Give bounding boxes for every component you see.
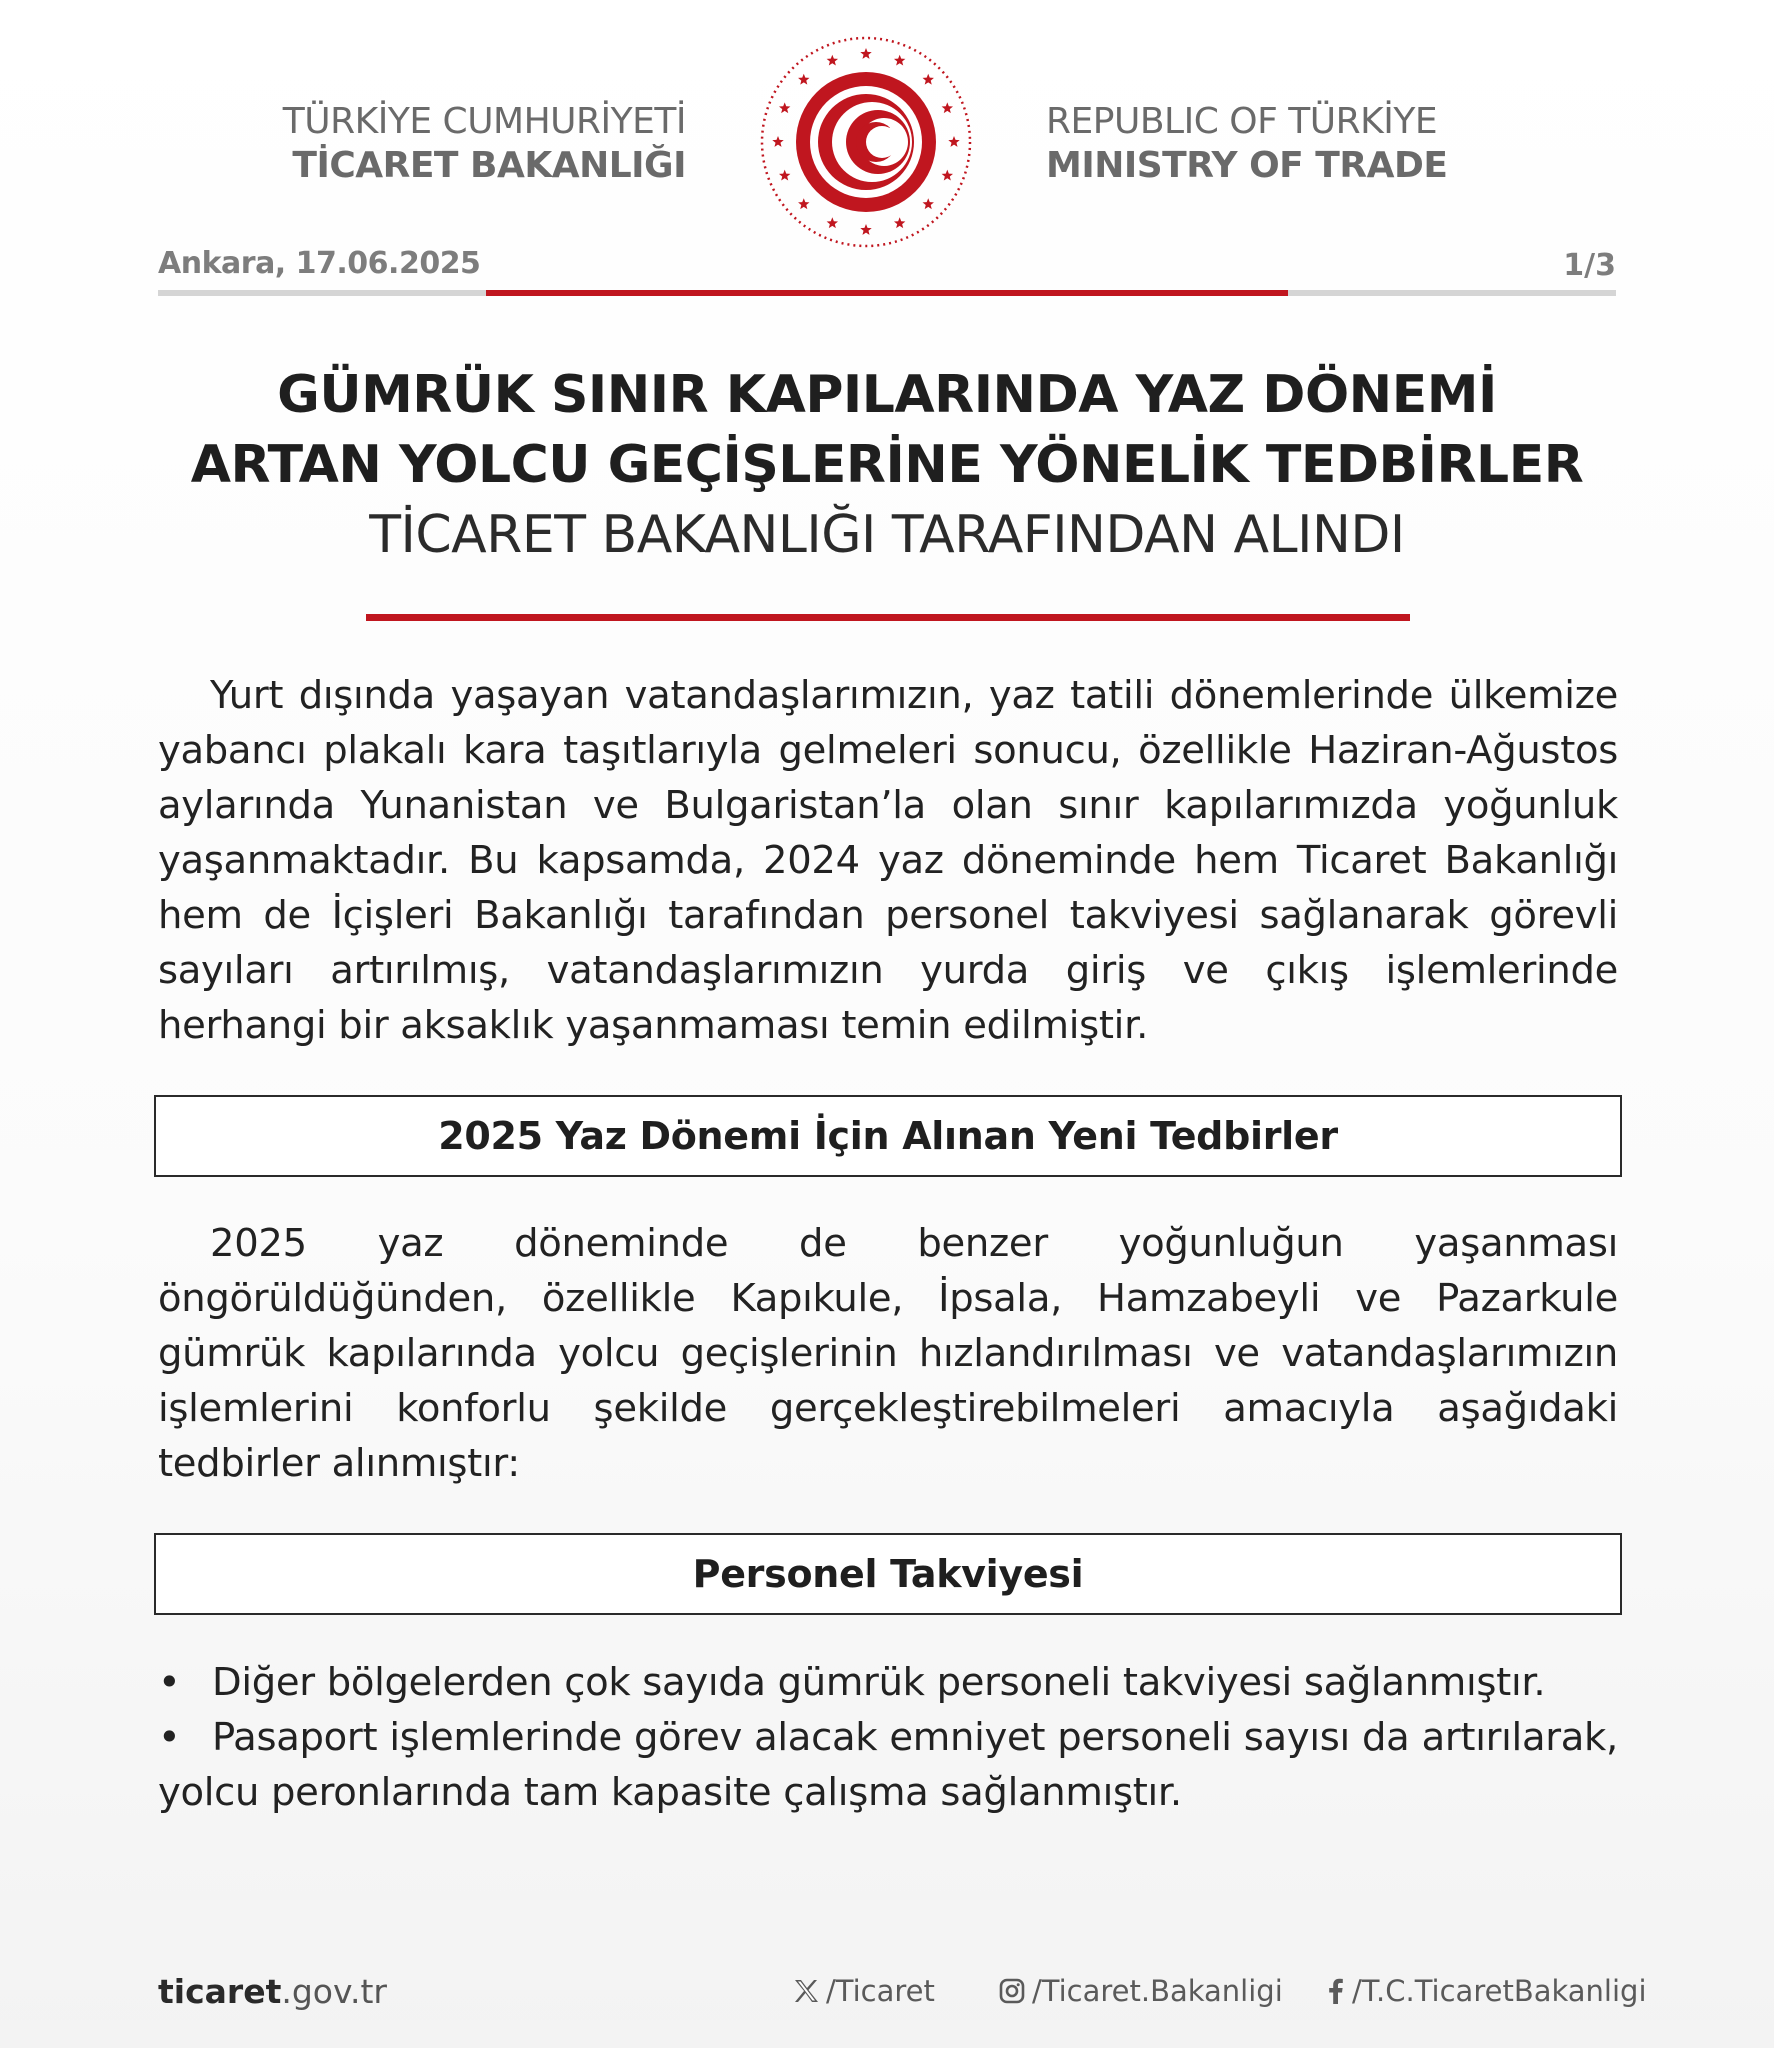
emblem-star <box>827 55 838 66</box>
emblem-star <box>860 224 871 235</box>
intro-paragraph <box>158 668 1618 1053</box>
title-divider <box>366 614 1410 621</box>
emblem-star <box>894 55 905 66</box>
header-left-line1: TÜRKİYE CUMHURİYETİ <box>282 101 686 142</box>
emblem-star <box>779 102 790 113</box>
header-right-line2: MINISTRY OF TRADE <box>1046 145 1448 186</box>
emblem-star <box>948 136 959 147</box>
document-date: Ankara, 17.06.2025 <box>158 246 481 281</box>
facebook-handle: /T.C.TicaretBakanligi <box>1352 1974 1647 2008</box>
emblem-star <box>942 170 953 181</box>
title-line3: TİCARET BAKANLIĞI TARAFINDAN ALINDI <box>369 505 1405 565</box>
list-item: • Pasaport işlemlerinde görev alacak emniyet personeli sayısı da artırılarak, yolcu peronlarında tam kapasite çalışma sağlanmıştır. <box>158 1715 1618 1815</box>
facebook-link[interactable] <box>1326 1974 1647 2008</box>
website-link[interactable] <box>158 1972 387 2011</box>
emblem-star <box>894 217 905 228</box>
website-rest: .gov.tr <box>281 1972 387 2011</box>
list-item-text: Pasaport işlemlerinde görev alacak emniyet personeli sayısı da artırılarak, yolcu peronlarında tam kapasite çalışma sağlanmıştır. <box>158 1715 1618 1815</box>
ministry-emblem-icon <box>758 34 974 250</box>
staff-bullet-list <box>158 1655 1618 1820</box>
page-number: 1/3 <box>1563 248 1616 283</box>
header-left <box>200 100 686 188</box>
header-right <box>1046 100 1566 188</box>
measures-paragraph <box>158 1216 1618 1491</box>
emblem-star <box>923 74 934 85</box>
list-item: • Diğer bölgelerden çok sayıda gümrük personeli takviyesi sağlanmıştır. <box>158 1660 1546 1705</box>
website-bold: ticaret <box>158 1972 282 2011</box>
section-heading-new-measures: 2025 Yaz Dönemi İçin Alınan Yeni Tedbirler <box>154 1095 1622 1177</box>
header-divider-accent <box>486 290 1288 296</box>
measures-paragraph-text: 2025 yaz döneminde de benzer yoğunluğun yaşanması öngörüldüğünden, özellikle Kapıkule, İpsala, Hamzabeyli ve Pazarkule gümrük kapılarında yolcu geçişlerinin hızlandırılması ve vatandaşlarımızın işlemlerini konforlu şekilde gerçekleştirebilmeleri amacıyla aşağıdaki tedbirler alınmıştır: <box>158 1221 1618 1486</box>
x-handle: /Ticaret <box>826 1974 935 2008</box>
intro-paragraph-text: Yurt dışında yaşayan vatandaşlarımızın, yaz tatili dönemlerinde ülkemize yabancı plakalı kara taşıtlarıyla gelmeleri sonucu, özellikle Haziran-Ağustos aylarında Yunanistan ve Bulgaristan’la olan sınır kapılarımızda yoğunluk yaşanmaktadır. Bu kapsamda, 2024 yaz döneminde hem Ticaret Bakanlığı hem de İçişleri Bakanlığı tarafından personel takviyesi sağlanarak görevli sayıları artırılmış, vatandaşlarımızın yurda giriş ve çıkış işlemlerinde herhangi bir aksaklık yaşanmaması temin edilmiştir. <box>158 673 1618 1048</box>
x-link[interactable] <box>792 1974 935 2008</box>
header-left-line2: TİCARET BAKANLIĞI <box>292 145 686 186</box>
title-line1: GÜMRÜK SINIR KAPILARINDA YAZ DÖNEMİ <box>277 365 1497 425</box>
x-icon <box>792 1977 820 2005</box>
list-item-text: Diğer bölgelerden çok sayıda gümrük personeli takviyesi sağlanmıştır. <box>212 1660 1546 1705</box>
page-title <box>60 360 1714 570</box>
emblem-star <box>923 198 934 209</box>
emblem-star <box>942 102 953 113</box>
instagram-handle: /Ticaret.Bakanligi <box>1032 1974 1283 2008</box>
instagram-link[interactable] <box>998 1974 1283 2008</box>
emblem-star <box>779 170 790 181</box>
emblem-star <box>798 198 809 209</box>
section-heading-staff: Personel Takviyesi <box>154 1533 1622 1615</box>
footer <box>158 1970 1647 2020</box>
emblem-star <box>860 48 871 59</box>
emblem-star <box>772 136 783 147</box>
emblem-star <box>798 74 809 85</box>
emblem-star <box>827 217 838 228</box>
instagram-icon <box>998 1977 1026 2005</box>
title-line2: ARTAN YOLCU GEÇİŞLERİNE YÖNELİK TEDBİRLER <box>190 435 1584 495</box>
header-right-line1: REPUBLIC OF TÜRKİYE <box>1046 101 1438 142</box>
facebook-icon <box>1326 1977 1346 2005</box>
